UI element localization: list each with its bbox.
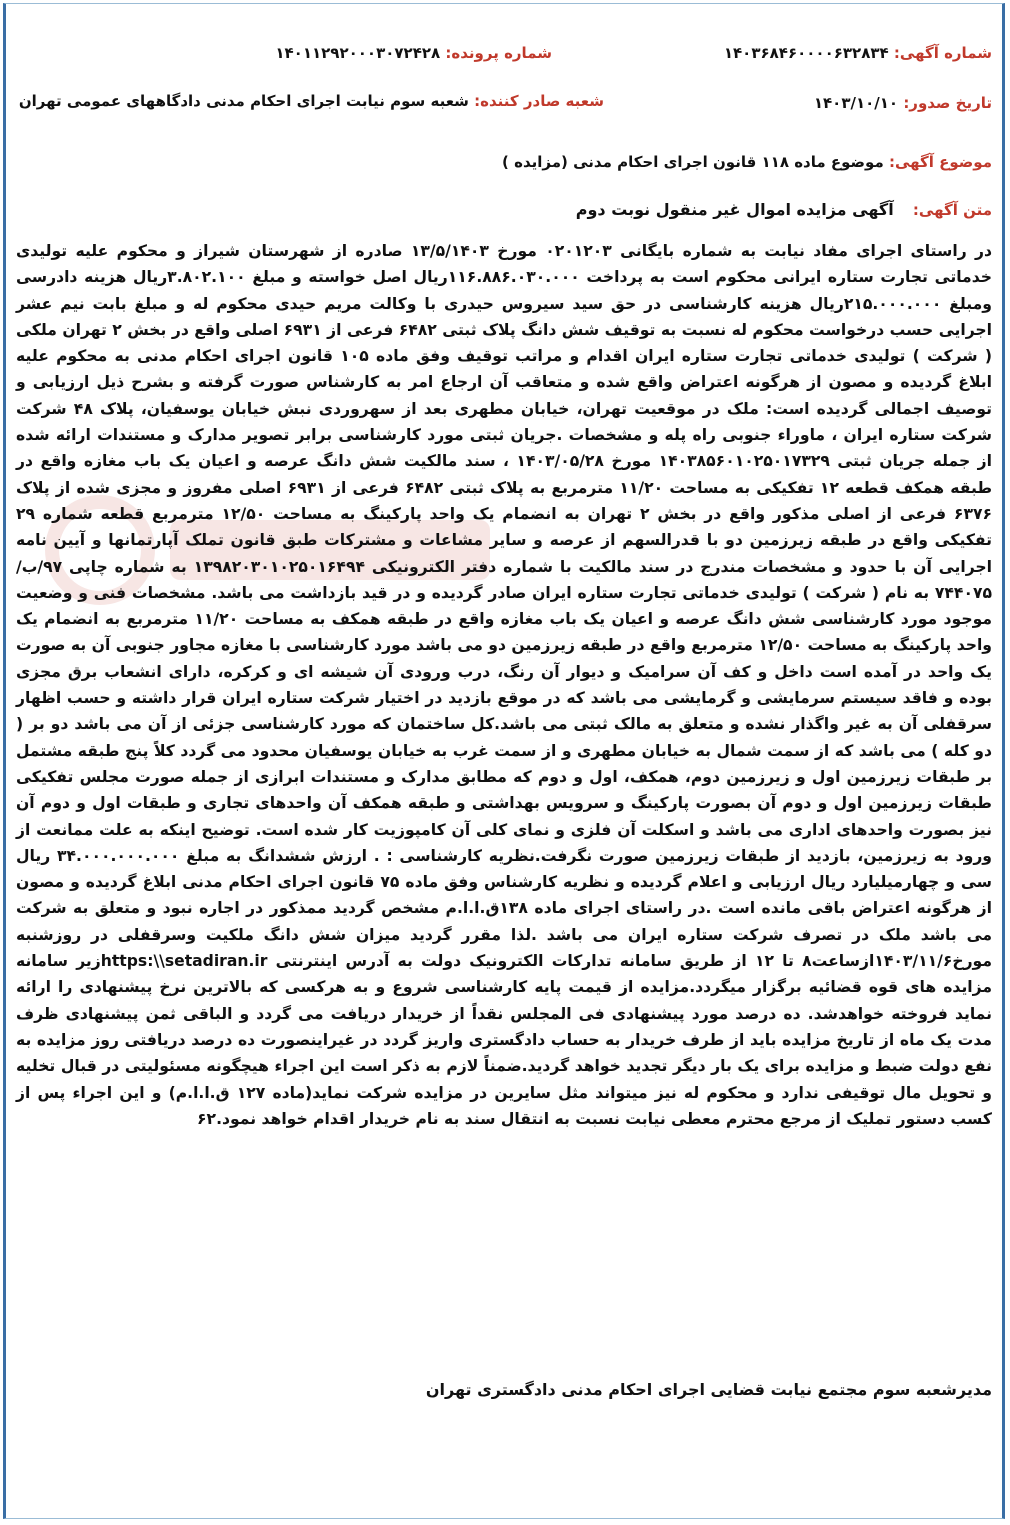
notice-body: در راستای اجرای مفاد نیابت به شماره بایگانی ۰۲۰۱۲۰۳ مورخ ۱۳/۵/۱۴۰۳ صادره از شهرستان شیراز و محکوم علیه تولیدی خدماتی تجارت ستاره ایرانی محکوم است به پرداخت ۱۱۶.۸۸۶.۰۳۰.۰۰۰ریال اصل خواسته و مبلغ ۳.۸۰۲.۱۰۰ریال هزینه دادرسی ومبلغ ۲۱۵.۰۰۰.۰۰۰ریال هزینه کارشناسی در حق سید سیروس حیدری با وکالت مریم حیدی محکوم له و مبلغ بابت نیم عشر اجرایی حسب درخواست محکوم له نسبت به توقیف شش دانگ پلاک ثبتی ۶۴۸۲ فرعی از ۶۹۳۱ اصلی واقع در بخش ۲ تهران ملکی ( شرکت ) تولیدی خدماتی تجارت ستاره ایران اقدام و مراتب توقیف وفق ماده ۱۰۵ قانون اجرای احکام مدنی به محکوم علیه ابلاغ گردیده و مصون از هرگونه اعتراض واقع شده و متعاقب آن ارجاع امر به کارشناس صورت گرفته و بشرح ذیل ارزیابی و توصیف اجمالی گردیده است: ملک در موقعیت تهران، خیابان مطهری بعد از سهروردی نبش خیابان یوسفیان، پلاک ۴۸ شرکت شرکت ستاره ایران ، ماوراء جنوبی راه پله و مشخصات .جریان ثبتی مورد کارشناسی برابر تصویر مدارک و مستندات ارائه شده از جمله جریان ثبتی ۱۴۰۳۸۵۶۰۱۰۲۵۰۱۷۳۲۹ مورخ ۱۴۰۳/۰۵/۲۸ ، سند مالکیت شش دانگ عرصه و اعیان یک باب مغازه واقع در طبقه همکف قطعه ۱۲ تفکیکی به مساحت ۱۱/۲۰ مترمربع به پلاک ثبتی ۶۴۸۲ فرعی از ۶۹۳۱ اصلی مفروز و مجزی شده از پلاک ۶۳۷۶ فرعی از اصلی مذکور واقع در بخش ۲ تهران به انضمام یک واحد پارکینگ به مساحت ۱۲/۵۰ مترمربع قطعه شماره ۲۹ تفکیکی واقع در طبقه زیرزمین دو با قدرالسهم از عرصه و سایر مشاعات و مشترکات طبق قانون تملک آپارتمانها و آیین نامه اجرایی آن با حدود و مشخصات مندرج در سند مالکیت با شماره دفتر الکترونیکی ۱۳۹۸۲۰۳۰۱۰۲۵۰۱۶۴۹۴ به شماره چاپی ۹۷/ب/۷۴۴۰۷۵ به نام ( شرکت ) تولیدی خدماتی تجارت ستاره ایران صادر گردیده و در قید بازداشت می باشد. مشخصات فنی و وضعیت موجود مورد کارشناسی شش دانگ عرصه و اعیان یک باب مغازه واقع در طبقه همکف به مساحت ۱۱/۲۰ مترمربع به انضمام یک واحد پارکینگ به مساحت ۱۲/۵۰ مترمربع واقع در طبقه زیرزمین دو می باشد مورد کارشناسی با مغازه مجاور جنوبی آن به صورت یک واحد در آمده است داخل و کف آن سرامیک و دیوار آن رنگ، درب ورودی آن شیشه ای و کرکره، دارای انشعاب برق مجزی بوده و فاقد سیستم سرمایشی و گرمایشی می باشد که در موقع بازدید در اختیار شرکت ستاره ایران قرار داشته و حسب اظهار سرقفلی آن به غیر واگذار نشده و متعلق به مالک ثبتی می باشد.کل ساختمان که مورد کارشناسی جزئی از آن می باشد دو بر ( دو کله ) می باشد که از سمت شمال به خیابان مطهری و از سمت غرب به خیابان یوسفیان محدود می گردد کلاً پنج طبقه مشتمل بر طبقات زیرزمین اول و زیرزمین دوم، همکف، اول و دوم که مطابق مدارک و مستندات ابرازی از جمله صورت مجلس تفکیکی طبقات زیرزمین اول و دوم آن بصورت پارکینگ و سرویس بهداشتی و طبقه همکف آن واحدهای تجاری و طبقات اول و دوم آن نیز بصورت واحدهای اداری می باشد و اسکلت آن فلزی و نمای کلی آن کامپوزیت کار شده است. توضیح اینکه به علت ممانعت از ورود به زیرزمین، بازدید از طبقات زیرزمین صورت نگرفت.نظریه کارشناسی : . ارزش ششدانگ به مبلغ ۳۴.۰۰۰.۰۰۰.۰۰۰ ریال سی و چهارمیلیارد ریال ارزیابی و اعلام گردیده و نظریه کارشناس وفق ماده ۷۵ قانون اجرای احکام مدنی ابلاغ گردیده و مصون از هرگونه اعتراض باقی مانده است .در راستای اجرای ماده ۱۳۸ق.ا.ا.م مشخص گردید ممذکور در اجاره نبود و متعلق به شرکت می باشد ملک در تصرف شرکت ستاره ایران می باشد .لذا مقرر گردید میزان شش دانگ ملکیت وسرقفلی در روزشنبه مورخ۱۴۰۳/۱۱/۶ازساعت۸ تا ۱۲ از طریق سامانه تدارکات الکترونیک دولت به آدرس اینترنتی https:\\setadiran.irزیر سامانه مزایده های قوه قضائیه برگزار میگردد.مزایده از قیمت پایه کارشناسی شروع و به هرکسی که بالاترین نرخ پیشنهادی را ارائه نماید فروخته خواهدشد. ده درصد مورد پیشنهادی فی المجلس نقداً از خریدار دریافت می گردد و الباقی ثمن پیشنهادی ظرف مدت یک ماه از تاریخ مزایده باید از طرف خریدار به حساب دادگستری واریز گردد در غیراینصورت ده درصد دریافتی روز مزایده به نفع دولت ضبط و مزایده برای یک بار دیگر تجدید خواهد گردید.ضمناً لازم به ذکر است این اجراء هیچگونه مسئولیتی در قبال تخلیه و تحویل مال توقیفی ندارد و محکوم له نیز میتواند مثل سایرین در مزایده شرکت نماید(ماده ۱۲۷ ق.ا.ا.م) و این اجراء پس از کسب دستور تملیک از مرجع محترم معطی نیابت نسبت به انتقال سند به نام خریدار اقدام خواهد نمود.۶۲ bbox=[16, 242, 993, 1128]
file-number bbox=[275, 44, 552, 62]
notice-number-label: شماره آگهی: bbox=[893, 44, 992, 62]
signature-line: مدیرشعبه سوم مجتمع نیابت قضایی اجرای احکام مدنی دادگستری تهران bbox=[425, 1380, 992, 1399]
issuer-label: شعبه صادر کننده: bbox=[474, 92, 604, 110]
issuer-value: شعبه سوم نیابت اجرای احکام مدنی دادگاههای عمومی تهران bbox=[18, 92, 469, 110]
issue-date-value: ۱۴۰۳/۱۰/۱۰ bbox=[813, 94, 899, 112]
file-number-label: شماره پرونده: bbox=[445, 44, 552, 62]
subject-label: موضوع آگهی: bbox=[888, 153, 992, 171]
issue-date bbox=[814, 94, 992, 112]
notice-number-value: ۱۴۰۳۶۸۴۶۰۰۰۰۶۳۲۸۳۴ bbox=[723, 44, 889, 62]
text-label: متن آگهی: bbox=[912, 201, 992, 219]
subject-value: موضوع ماده ۱۱۸ قانون اجرای احکام مدنی (مزایده ) bbox=[502, 153, 884, 171]
notice-number bbox=[724, 44, 992, 62]
issuer bbox=[19, 92, 604, 110]
text-heading bbox=[576, 200, 992, 219]
text-title: آگهی مزایده اموال غیر منقول نوبت دوم bbox=[575, 200, 894, 219]
subject bbox=[502, 153, 992, 171]
file-number-value: ۱۴۰۱۱۲۹۲۰۰۰۳۰۷۲۴۲۸ bbox=[275, 44, 441, 62]
issue-date-label: تاریخ صدور: bbox=[903, 94, 992, 112]
